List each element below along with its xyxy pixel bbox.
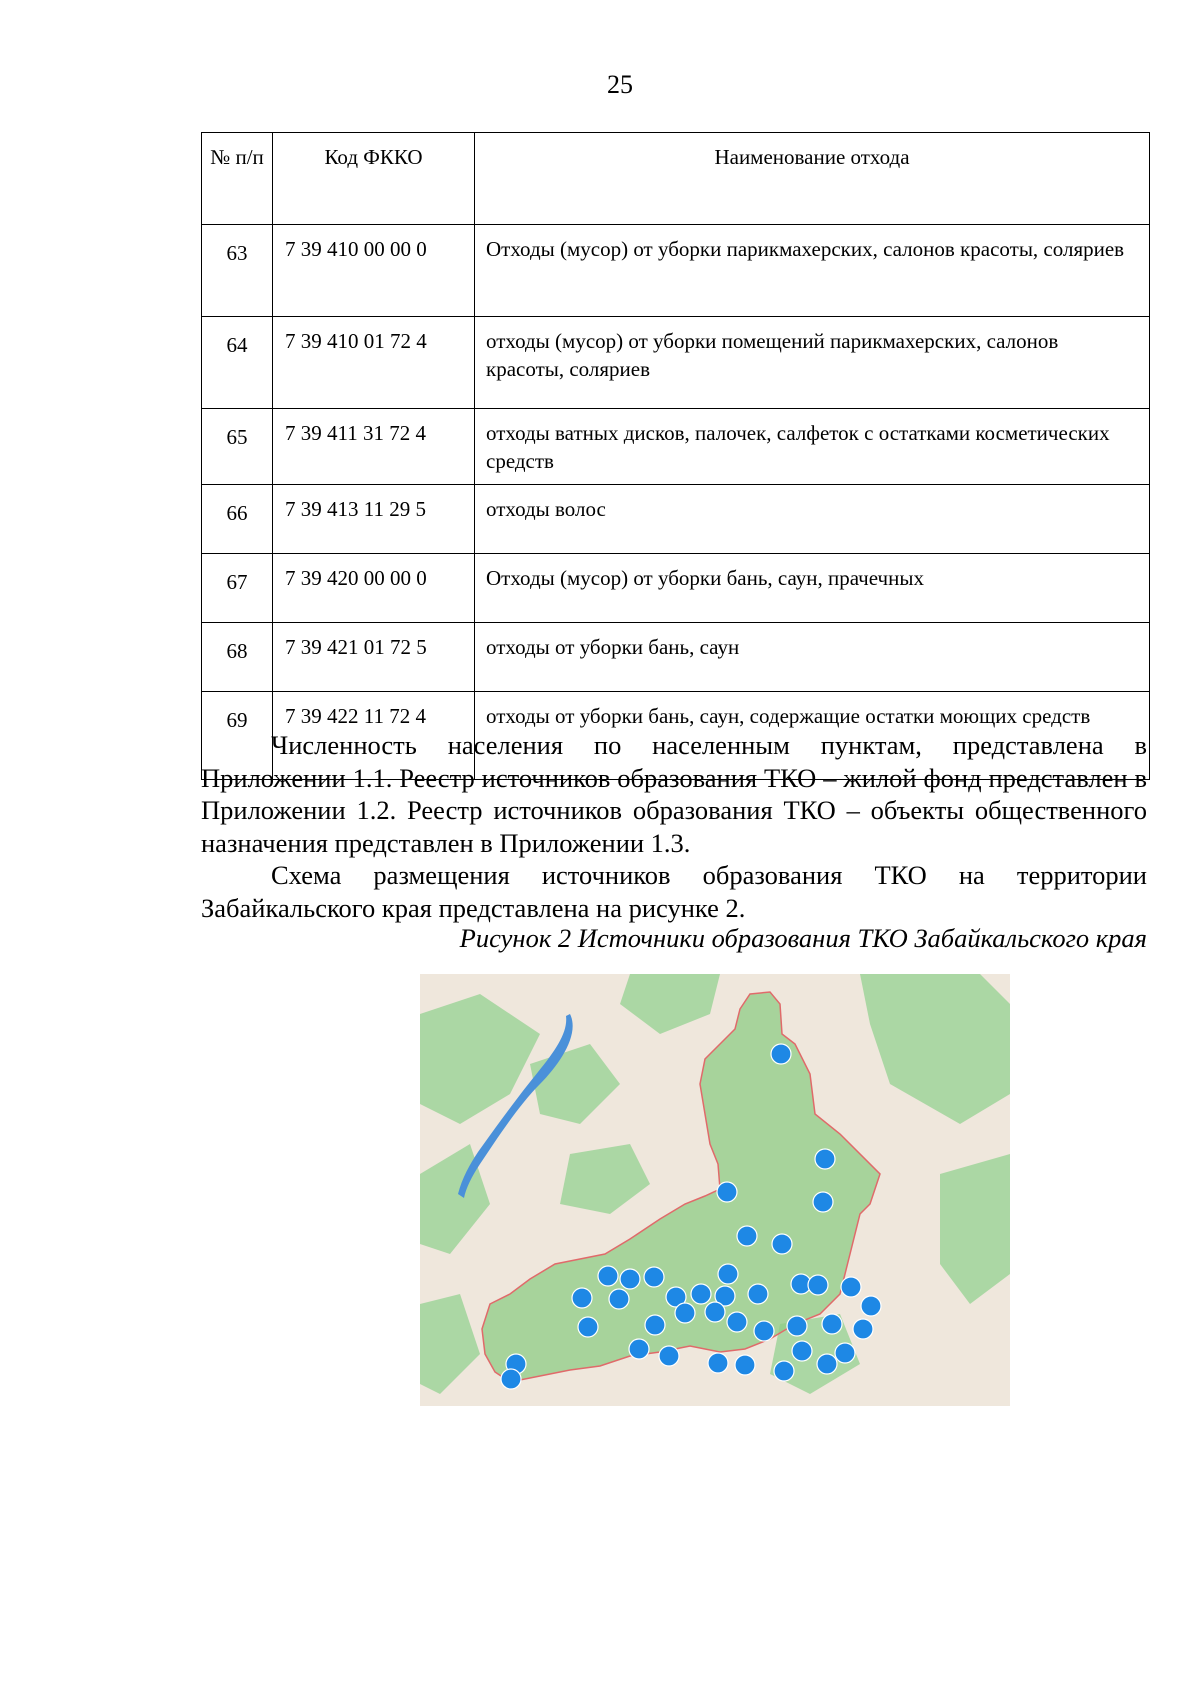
row-name: отходы (мусор) от уборки помещений парикмахерских, салонов красоты, соляриев <box>475 317 1150 409</box>
header-name: Наименование отхода <box>475 133 1150 225</box>
tko-sources-map <box>420 974 1010 1406</box>
row-num: 67 <box>202 554 273 623</box>
tko-source-marker[interactable] <box>813 1192 833 1212</box>
tko-source-marker[interactable] <box>787 1316 807 1336</box>
tko-source-marker[interactable] <box>737 1226 757 1246</box>
tko-source-marker[interactable] <box>644 1267 664 1287</box>
row-code: 7 39 413 11 29 5 <box>273 485 475 554</box>
row-name: отходы от уборки бань, саун, содержащие остатки моющих средств <box>475 692 1150 780</box>
table-header-row <box>202 133 1150 225</box>
tko-source-marker[interactable] <box>817 1354 837 1374</box>
table-row <box>202 409 1150 485</box>
tko-source-marker[interactable] <box>841 1277 861 1297</box>
table-row <box>202 317 1150 409</box>
tko-source-marker[interactable] <box>815 1149 835 1169</box>
table-row <box>202 225 1150 317</box>
tko-source-marker[interactable] <box>835 1343 855 1363</box>
row-code: 7 39 421 01 72 5 <box>273 623 475 692</box>
tko-source-marker[interactable] <box>691 1284 711 1304</box>
tko-source-marker[interactable] <box>792 1341 812 1361</box>
row-code: 7 39 411 31 72 4 <box>273 409 475 485</box>
tko-source-marker[interactable] <box>572 1288 592 1308</box>
tko-source-marker[interactable] <box>748 1284 768 1304</box>
row-name: Отходы (мусор) от уборки бань, саун, прачечных <box>475 554 1150 623</box>
tko-source-marker[interactable] <box>853 1319 873 1339</box>
population-paragraph: Численность населения по населенным пунктам, представлена в Приложении 1.1. Реестр источников образования ТКО – жилой фонд представлен в Приложении 1.2. Реестр источников образования ТКО – объекты общественного назначения представлен в Приложении 1.3. <box>201 730 1147 858</box>
tko-source-marker[interactable] <box>754 1321 774 1341</box>
tko-source-marker[interactable] <box>861 1296 881 1316</box>
tko-source-marker[interactable] <box>578 1317 598 1337</box>
row-name: отходы волос <box>475 485 1150 554</box>
tko-source-marker[interactable] <box>659 1346 679 1366</box>
tko-source-marker[interactable] <box>771 1044 791 1064</box>
table-row <box>202 554 1150 623</box>
tko-source-marker[interactable] <box>735 1355 755 1375</box>
row-code: 7 39 410 01 72 4 <box>273 317 475 409</box>
tko-source-marker[interactable] <box>675 1303 695 1323</box>
row-num: 63 <box>202 225 273 317</box>
row-num: 66 <box>202 485 273 554</box>
tko-source-marker[interactable] <box>718 1264 738 1284</box>
row-name: Отходы (мусор) от уборки парикмахерских, салонов красоты, соляриев <box>475 225 1150 317</box>
tko-source-marker[interactable] <box>598 1266 618 1286</box>
row-code: 7 39 420 00 00 0 <box>273 554 475 623</box>
header-code: Код ФККО <box>273 133 475 225</box>
row-num: 69 <box>202 692 273 780</box>
tko-source-marker[interactable] <box>808 1275 828 1295</box>
figure-caption: Рисунок 2 Источники образования ТКО Забайкальского края <box>459 923 1147 953</box>
header-num: № п/п <box>202 133 273 225</box>
row-code: 7 39 410 00 00 0 <box>273 225 475 317</box>
row-name: отходы ватных дисков, палочек, салфеток с остатками косметических средств <box>475 409 1150 485</box>
table-row <box>202 485 1150 554</box>
row-num: 64 <box>202 317 273 409</box>
tko-source-marker[interactable] <box>774 1361 794 1381</box>
tko-source-marker[interactable] <box>822 1314 842 1334</box>
tko-source-marker[interactable] <box>705 1302 725 1322</box>
tko-source-marker[interactable] <box>727 1312 747 1332</box>
tko-source-marker[interactable] <box>501 1369 521 1389</box>
waste-table <box>201 132 1150 780</box>
page-number: 25 <box>607 70 633 99</box>
row-num: 68 <box>202 623 273 692</box>
tko-source-marker[interactable] <box>717 1182 737 1202</box>
row-num: 65 <box>202 409 273 485</box>
tko-source-marker[interactable] <box>629 1339 649 1359</box>
tko-source-marker[interactable] <box>645 1315 665 1335</box>
row-code: 7 39 422 11 72 4 <box>273 692 475 780</box>
scheme-paragraph: Схема размещения источников образования ТКО на территории Забайкальского края представлена на рисунке 2. <box>201 860 1147 923</box>
tko-source-marker[interactable] <box>708 1353 728 1373</box>
table-row <box>202 623 1150 692</box>
tko-source-marker[interactable] <box>772 1234 792 1254</box>
row-name: отходы от уборки бань, саун <box>475 623 1150 692</box>
tko-source-marker[interactable] <box>609 1289 629 1309</box>
tko-source-marker[interactable] <box>620 1269 640 1289</box>
